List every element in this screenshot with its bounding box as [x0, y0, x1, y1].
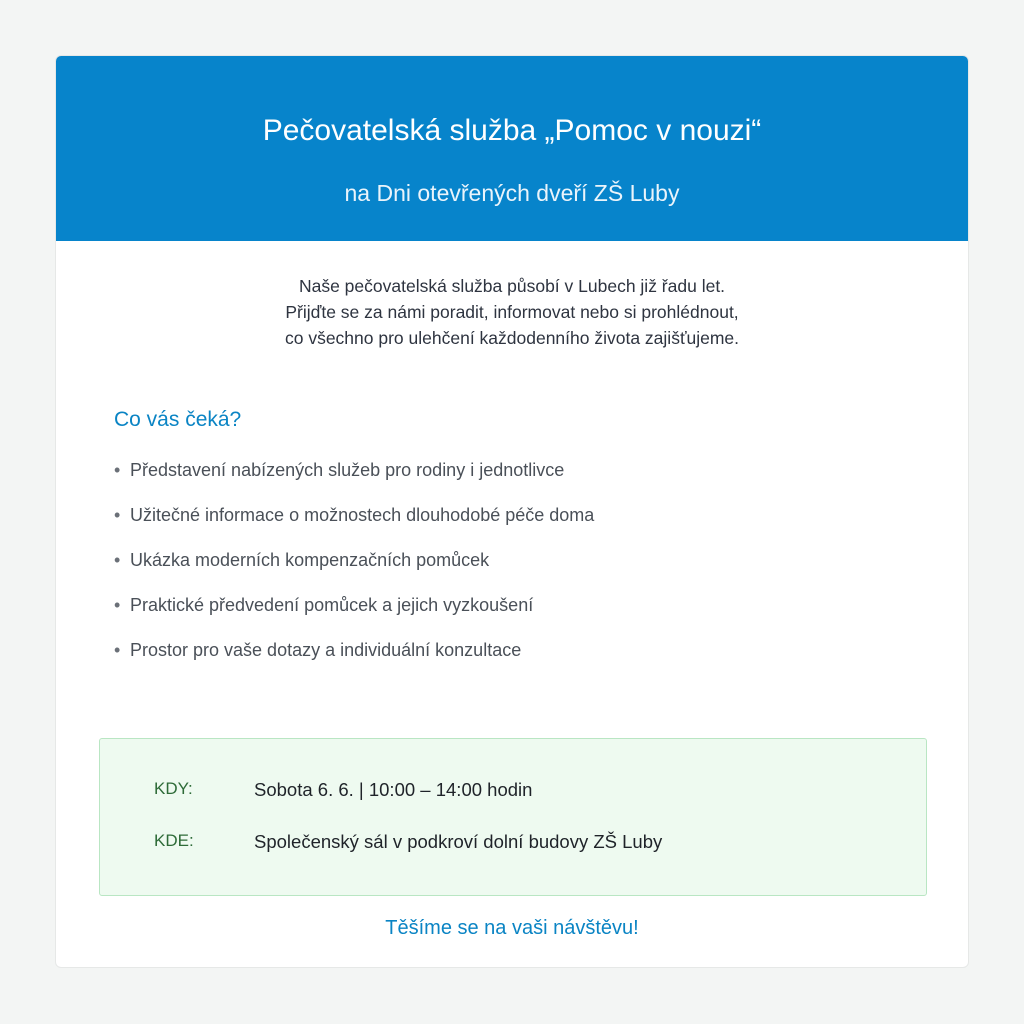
- header-banner: [56, 56, 968, 241]
- page-title: Pečovatelská služba „Pomoc v nouzi“: [262, 114, 762, 147]
- intro-line: Přijďte se za námi poradit, informovat nebo si prohlédnout,: [285, 302, 739, 322]
- intro-line: Naše pečovatelská služba působí v Lubech již řadu let.: [298, 276, 726, 296]
- list-item: [114, 501, 594, 546]
- intro-paragraph: [56, 273, 968, 351]
- section-heading: Co vás čeká?: [114, 408, 242, 431]
- bullet-icon: •: [114, 550, 121, 570]
- list-item-text: Představení nabízených služeb pro rodiny i jednotlivce: [130, 460, 565, 480]
- list-item-text: Prostor pro vaše dotazy a individuální konzultace: [130, 640, 522, 660]
- bullet-icon: •: [114, 640, 121, 660]
- bullet-icon: •: [114, 595, 121, 615]
- when-label: KDY:: [154, 779, 193, 798]
- where-label: KDE:: [154, 831, 194, 850]
- list-item: [114, 546, 594, 591]
- list-item-text: Ukázka moderních kompenzačních pomůcek: [130, 550, 490, 570]
- closing-message: Těšíme se na vaši návštěvu!: [385, 917, 639, 939]
- when-value: Sobota 6. 6. | 10:00 – 14:00 hodin: [254, 779, 533, 800]
- list-item-text: Užitečné informace o možnostech dlouhodobé péče doma: [130, 505, 595, 525]
- bullet-icon: •: [114, 460, 121, 480]
- invitation-card: [55, 55, 969, 968]
- intro-line: co všechno pro ulehčení každodenního života zajišťujeme.: [284, 328, 740, 348]
- event-info-box: [99, 738, 927, 896]
- list-item: [114, 636, 594, 681]
- list-item-text: Praktické předvedení pomůcek a jejich vyzkoušení: [130, 595, 534, 615]
- where-value: Společenský sál v podkroví dolní budovy ZŠ Luby: [254, 831, 663, 852]
- list-item: [114, 591, 594, 636]
- bullet-icon: •: [114, 505, 121, 525]
- page-subtitle: na Dni otevřených dveří ZŠ Luby: [344, 180, 680, 206]
- program-list: [114, 456, 594, 681]
- list-item: [114, 456, 594, 501]
